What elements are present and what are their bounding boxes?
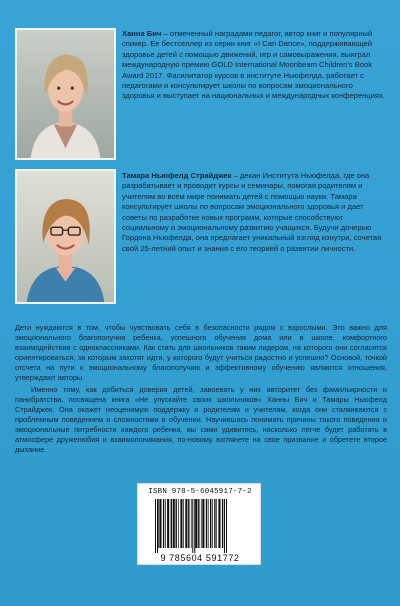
barcode-digits: 9 785604 591772 xyxy=(160,553,240,563)
portrait-2-image xyxy=(17,171,114,302)
portrait-1-image xyxy=(17,30,114,158)
author-bio-text: – отмеченный наградами педагог, автор книг и популярный спикер. Ее бестселлер из серии книг «I Can Dance», поддерживающей здоровье детей с помощью движений, игр и самовыражения, выиграл международную премию GOLD International Moonbeam Children's Book Award 2017. Фасилитатор курсов в институте Ньюфелда, работает с педагогами и консультирует школы по вопросам эмоционального здоровья и выступает на национальных и международных конференциях. xyxy=(122,29,385,101)
description-paragraph-2: Именно тому, как добиться доверия детей, завоевать у них авторитет без фамильярности и панибратства, посвящена книга «Не упускайте своих школьников» Ханны Бич и Тамары Ньюфелд Страйджек. Она окажет неоценимую поддержку и родителям и учителям, когда они сталкиваются с проблемным поведением и сложностями в обучении. Научившись понимать причины такого поведения и эмоциональные потребности каждого ребенка, вы сами удивитесь, насколько легче будет работать в атмосфере дружелюбия и взаимопонимания, по-новому взглянете на свое призвание и обретете второе дыхание. xyxy=(15,384,387,455)
author-bio-hanna-beach xyxy=(122,29,386,102)
book-description xyxy=(15,323,387,456)
author-name-hanna-beach: Ханна Бич xyxy=(122,29,162,38)
isbn-barcode-block xyxy=(137,483,261,565)
author-name-tamara-strijack: Тамара Ньюфелд Страйджек xyxy=(122,171,232,180)
author-bio-text: – декан Института Ньюфелда, где она разрабатывает и проводит курсы и семинары, помогая родителям и учителям во всем мире понимать детей с помощью науки. Тамара консультирует школы по вопросам эмоционального здоровья и дает советы по разработке новых программ, которые способствуют социальному и эмоциональному развитию учащихся. Будучи дочерью Гордона Ньюфелда, она предлагает уникальный взгляд изнутри, сочетая свой 25-летний опыт и знания с его теорией о развитии личности. xyxy=(122,171,382,253)
author-bio-tamara-strijack xyxy=(122,171,386,254)
barcode-icon xyxy=(153,499,249,553)
author-photo-tamara-strijack xyxy=(15,169,116,304)
author-photo-hanna-beach xyxy=(15,28,116,160)
isbn-label: ISBN 978-5-6045917-7-2 xyxy=(148,488,252,496)
description-paragraph-1: Дети нуждаются в том, чтобы чувствовать себя в безопасности рядом с взрослыми. Это важно для эмоционального благополучия ребенка, успешного обучения дома или в школе, комфортного взаимодействия с одноклассниками. Как стать для школьников таким лидером, на которого они согласятся ориентироваться, за которым захотят идти, у которого будут учиться радостно и успешно? Основой, точкой отсчета на пути к эмоциональному благополучию и эффективному обучению являются отношения, утверждают авторы. xyxy=(15,323,387,383)
